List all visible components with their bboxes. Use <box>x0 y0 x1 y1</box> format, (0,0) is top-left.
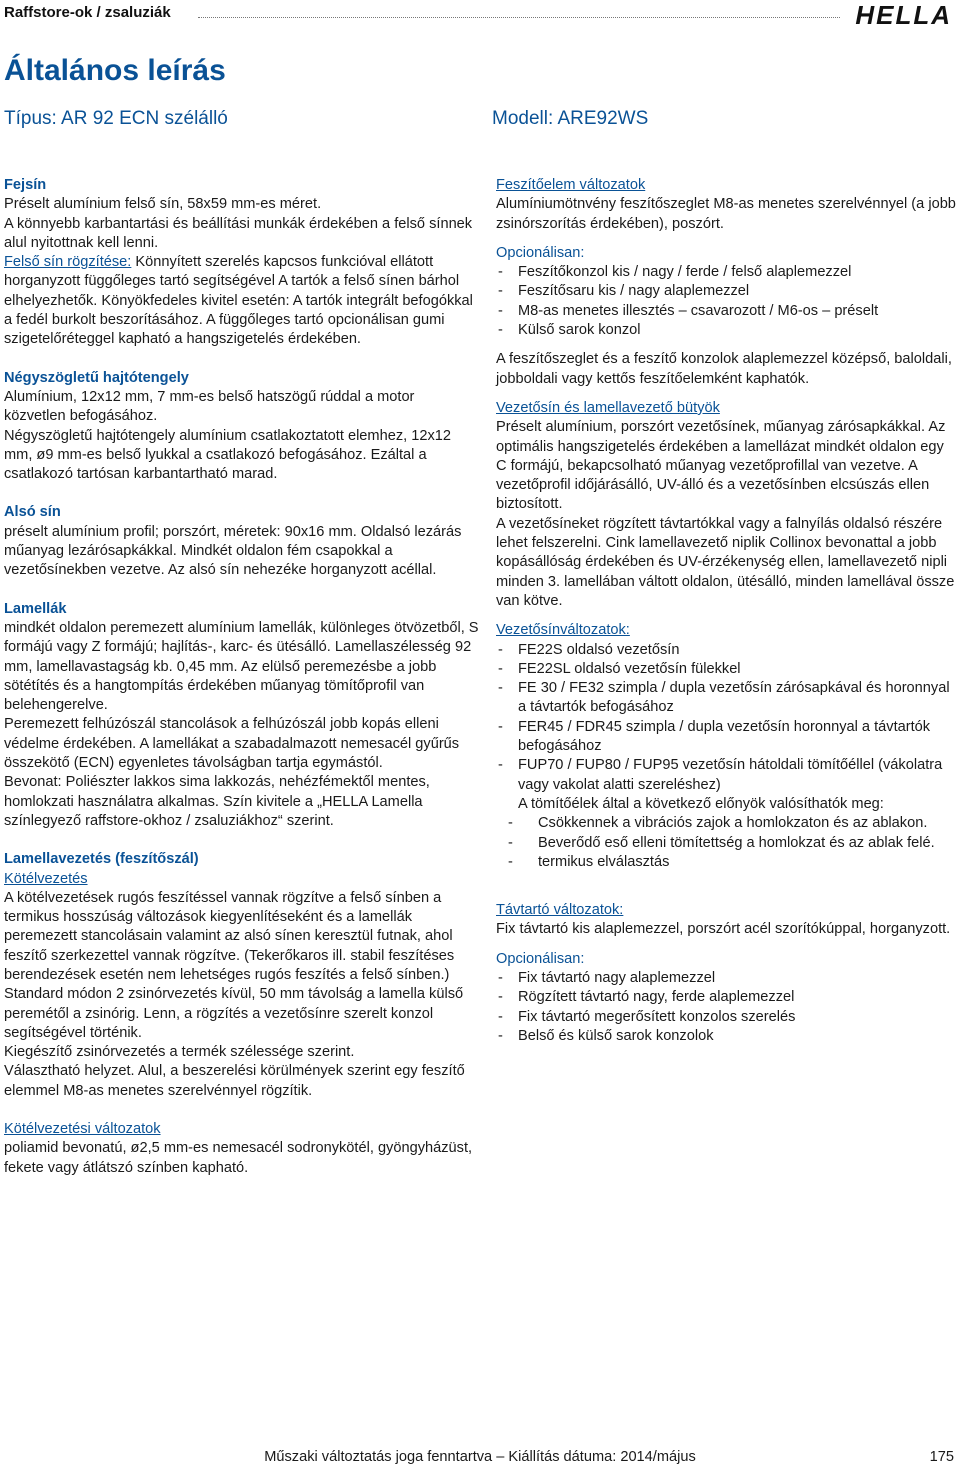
vezetosin-subheading: Vezetősín és lamellavezető bütyök <box>496 399 720 416</box>
tomitoelek-list <box>496 814 956 872</box>
tengely-paragraph-2: Négyszögletű hajtótengely alumínium csatlakoztatott elemhez, 12x12 mm, ø9 mm-es belső lyukkal a csatlakozó befogásához. Ezáltal a csatlakozó tartósan karbantartható marad. <box>4 427 451 483</box>
list-item: - Csökkennek a vibrációs zajok a homlokzaton és az ablakon. <box>496 814 956 833</box>
list-item: - Belső és külső sarok konzolok <box>496 1027 956 1046</box>
opcionalisan-label-1: Opcionálisan: <box>496 244 585 261</box>
kotelvezetes-paragraph-1: A kötélvezetések rugós feszítéssel vannak rögzítve a felső sínben a termikus hosszúság változások kiegyenlítéseként és a lamellák peremezett stancolásain valamint az alsó sínen keresztül futnak, ahol feszítő szerkezettel vannak rögzítve. (Tekerőkaros ill. stabil feszítéses berendezések esetén nem lehetséges rugós feszítés a felső sínben.) <box>4 889 455 983</box>
page-number: 175 <box>929 1449 954 1465</box>
fejsin-paragraph-1: Préselt alumínium felső sín, 58x59 mm-es méret. <box>4 196 322 213</box>
list-item: - FE22S oldalsó vezetősín <box>496 641 956 660</box>
tavtarto-paragraph: Fix távtartó kis alaplemezzel, porszórt acél szorítókúppal, horganyzott. <box>496 921 951 938</box>
fejsin-text: Könnyített szerelés kapcsos funkcióval ellátott horganyzott függőleges tartó segítségével A tartók a felső sínen bárhol elhelyezhetők. Könyökfedeles kivitel esetén: A tartók integrált befogókkal a fedél burkolt beszorításához. A függőleges tartó opcionálisan gumi szigetelőréteggel kapható a hangszigetelés érdekében. <box>4 254 473 348</box>
list-item: - Beverődő eső elleni tömítettség a homlokzat és az ablak felé. <box>496 834 956 853</box>
header-dotted-rule <box>198 17 840 18</box>
list-item: - Feszítősaru kis / nagy alaplemezzel <box>496 282 956 301</box>
lamellak-paragraph-2: Peremezett felhúzószál stancolások a felhúzószál jobb kopás elleni védelme érdekében. A lamellákat a szabadalmazott nemesacél gyűrűs összekötő (ECN) egyenletes távolságban tartja egymástól. <box>4 716 460 772</box>
page-title: Általános leírás <box>4 54 226 87</box>
list-item: - Külső sarok konzol <box>496 321 956 340</box>
vezetosin-paragraph-2: A vezetősíneket rögzített távtartókkal vagy a falnyílás oldalsó részére lehet felszerelni. Cink lamellavezető niplik Collinox bevonattal a jobb kopásállóság érdekében és UV-érzékenység ellen, lamellavezető nipli minden 3. lamellában váltott oldalon, ütésálló, minden lamellával össze van kötve. <box>496 515 955 609</box>
kotelvezetes-paragraph-2: Standard módon 2 zsinórvezetés kívül, 50 mm távolság a lamella külső peremétől a zsinórig. Lenn, a rögzítés a vezetősínre szerelt konzol segítségével történik. <box>4 986 464 1041</box>
list-item: - Rögzített távtartó nagy, ferde alaplemezzel <box>496 988 956 1007</box>
footer-text: Műszaki változtatás joga fenntartva – Kiállítás dátuma: 2014/május <box>264 1449 696 1465</box>
feszitoelem-paragraph-2: A feszítőszeglet és a feszítő konzolok alaplemezzel középső, baloldali, jobboldali vagy kettős feszítőelemként kaphatók. <box>496 351 952 387</box>
vezetosin-valtozatok-list <box>496 641 956 795</box>
section-title: Raffstore-ok / zsaluziák <box>4 4 171 21</box>
opcionalisan-label-2: Opcionálisan: <box>496 950 585 967</box>
also-sin-heading: Alsó sín <box>4 504 61 521</box>
fejsin-paragraph-2: A könnyebb karbantartási és beállítási munkák érdekében a felső sínnek alul nyitottnak kell lenni. <box>4 215 473 251</box>
lamellak-paragraph-1: mindkét oldalon peremezett alumínium lamellák, különleges ötvözetből, S formájú vagy Z formájú; hajlítás-, karc- és ütésálló. Lamellaszélesség 92 mm, lamellavastagság kb. 0,45 mm. Az elülső peremezésbe a jobb sötétítés és a hangtompítás érdekében műanyag tömítőprofil van belehengerelve. <box>4 619 479 714</box>
hella-logo: HELLA <box>855 0 952 30</box>
fejsin-heading: Fejsín <box>4 177 47 193</box>
lamellak-paragraph-3: Bevonat: Poliészter lakkos sima lakkozás, nehézfémektől mentes, homlokzati használatra alkalmas. Szín kivitele a „HELLA Lamella színlegyező raffstore-okhoz / zsaluziákhoz“ szerint. <box>4 774 430 829</box>
kotel-valtozatok-paragraph: poliamid bevonatú, ø2,5 mm-es nemesacél sodronykötél, gyöngyházüst, fekete vagy átlátszó színben kapható. <box>4 1140 473 1176</box>
list-item: - FUP70 / FUP80 / FUP95 vezetősín hátoldali tömítőéllel (vákolatra vagy vakolat alatti szereléshez) <box>496 756 956 795</box>
list-item: - M8-as menetes illesztés – csavarozott / M6-os – préselt <box>496 302 956 321</box>
kotelvezetes-paragraph-3: Kiegészítő zsinórvezetés a termék szélessége szerint. <box>4 1044 355 1061</box>
kotel-valtozatok-subheading: Kötélvezetési változatok <box>4 1121 161 1138</box>
feszitoelem-list <box>496 263 956 340</box>
kotelvezetes-subheading: Kötélvezetés <box>4 870 88 887</box>
tavtarto-list <box>496 969 956 1046</box>
list-item: - FE22SL oldalsó vezetősín fülekkel <box>496 660 956 679</box>
lamellak-heading: Lamellák <box>4 600 67 617</box>
right-column <box>496 176 956 1046</box>
tomitoelek-intro: A tömítőélek által a következő előnyök valósíthatók meg: <box>518 795 884 812</box>
vezetosin-paragraph-1: Préselt alumínium, porszórt vezetősínek, műanyag zárósapkákkal. Az optimális hangszigetelés érdekében a lamellázat mindkét oldalon egy C formájú, bekapcsolható műanyag vezetőprofillal van vezetve. A vezetőprofil időjárásálló, UV-álló és a vezetősínben elcsúszás ellen biztosított. <box>496 419 946 513</box>
tengely-heading: Négyszögletű hajtótengely <box>4 369 189 386</box>
tavtarto-subheading: Távtartó változatok: <box>496 902 624 919</box>
lamellavezetes-heading: Lamellavezetés (feszítőszál) <box>4 851 199 868</box>
feszitoelem-subheading: Feszítőelem változatok <box>496 177 646 193</box>
list-item: - Fix távtartó megerősített konzolos szerelés <box>496 1008 956 1027</box>
list-item: - Fix távtartó nagy alaplemezzel <box>496 969 956 988</box>
list-item: - FER45 / FDR45 szimpla / dupla vezetősín horonnyal a távtartók befogásához <box>496 718 956 757</box>
list-item: - termikus elválasztás <box>496 853 956 872</box>
fejsin-label: Felső sín rögzítése: <box>4 254 132 271</box>
model-line: Modell: ARE92WS <box>492 108 649 129</box>
fejsin-paragraph-3 <box>4 253 480 349</box>
kotelvezetes-paragraph-4: Választható helyzet. Alul, a beszerelési körülmények szerint egy feszítő elemmel M8-as menetes szerelvénnyel rögzítik. <box>4 1063 465 1099</box>
left-column <box>4 176 480 1178</box>
type-line: Típus: AR 92 ECN szélálló <box>4 108 228 129</box>
list-item: - FE 30 / FE32 szimpla / dupla vezetősín zárósapkával és horonnyal a távtartók befogásához <box>496 679 956 718</box>
page-header <box>0 0 960 30</box>
list-item: - Feszítőkonzol kis / nagy / ferde / felső alaplemezzel <box>496 263 956 282</box>
tengely-paragraph-1: Alumínium, 12x12 mm, 7 mm-es belső hatszögű rúddal a motor közvetlen befogásához. <box>4 388 415 425</box>
feszitoelem-paragraph-1: Alumíniumötnvény feszítőszeglet M8-as menetes szerelvénnyel (a jobb zsinórszorítás érdekében), poszórt. <box>496 196 956 232</box>
also-sin-paragraph: préselt alumínium profil; porszórt, méretek: 90x16 mm. Oldalsó lezárás műanyag lezárósapkákkal. Mindkét oldalon fém csapokkal a vezetősínekben vezetve. Az alsó sín nehezéke horganyzott acéllal. <box>4 523 462 579</box>
vezetosin-valtozatok-subheading: Vezetősínváltozatok: <box>496 622 630 639</box>
